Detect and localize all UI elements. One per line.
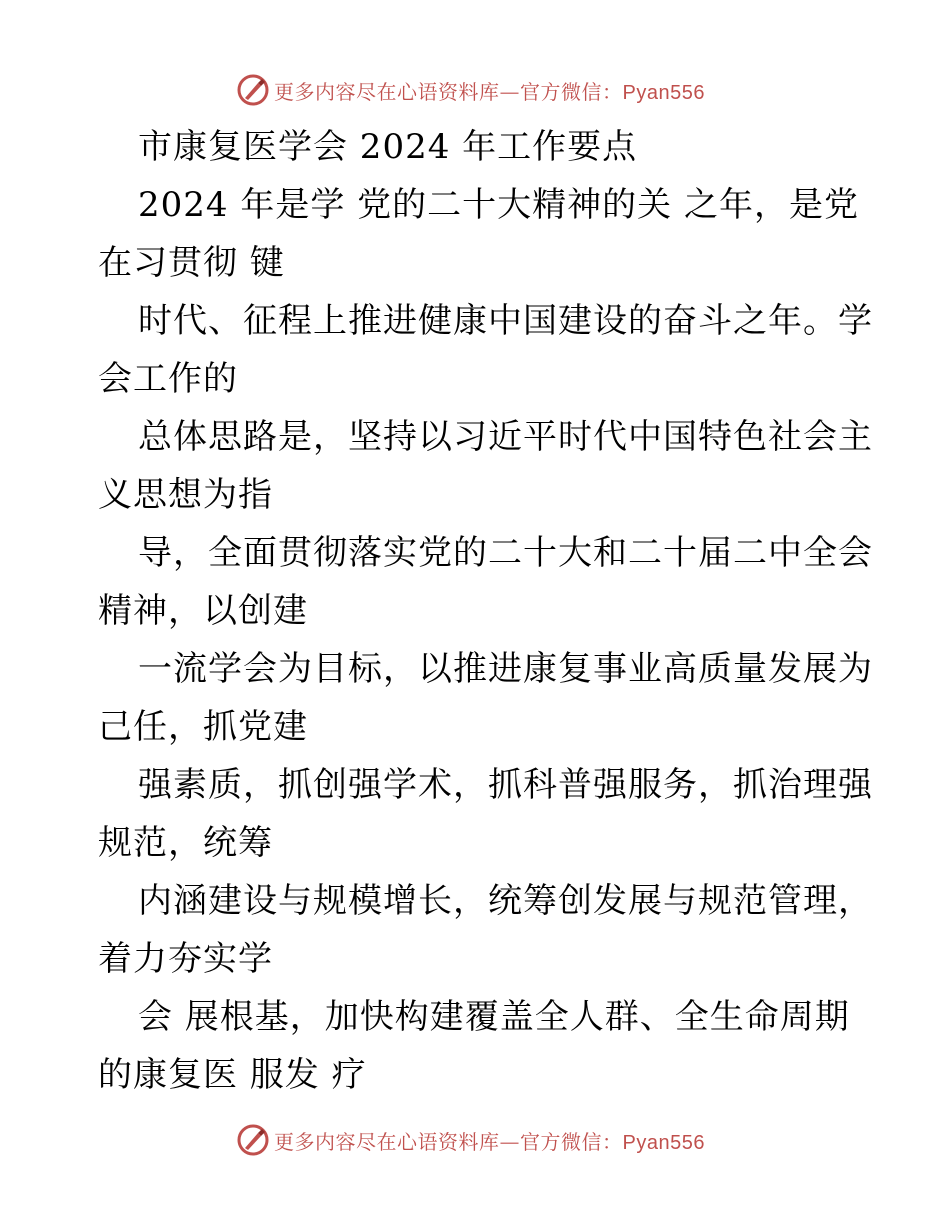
text-line: 内涵建设与规模增长，统筹创发展与规范管理， xyxy=(138,881,873,921)
pen-seal-icon xyxy=(236,73,270,107)
watermark-text: 更多内容尽在心语资料库 xyxy=(274,79,500,104)
watermark-wechat-label: 官方微信： xyxy=(520,1129,623,1154)
text-line: 总体思路是，坚持以习近平时代中国特色社会主 xyxy=(138,417,873,457)
text-line: 强素质，抓创强学术，抓科普强服务，抓治理强 xyxy=(138,765,873,805)
pen-seal-icon xyxy=(236,1123,270,1157)
watermark-wechat-id: Pyan556 xyxy=(622,81,705,104)
text-line: 的康复医 服发 疗 xyxy=(98,1055,367,1095)
document-body xyxy=(98,118,873,1104)
text-line: 时代、征程上推进健康中国建设的奋斗之年。学 xyxy=(138,301,873,341)
watermark-separator: — xyxy=(499,79,520,104)
text-line: 2024 年是学 党的二十大精神的关 之年，是党 xyxy=(138,185,859,225)
watermark-wechat-id: Pyan556 xyxy=(622,1131,705,1154)
text-line: 在习贯彻 键 xyxy=(98,243,285,283)
text-line: 着力夯实学 xyxy=(98,939,273,979)
watermark-wechat-label: 官方微信： xyxy=(520,79,623,104)
text-line: 精神，以创建 xyxy=(98,591,308,631)
text-line: 会工作的 xyxy=(98,359,238,399)
text-line: 己任，抓党建 xyxy=(98,707,308,747)
watermark-text: 更多内容尽在心语资料库 xyxy=(274,1129,500,1154)
text-line: 义思想为指 xyxy=(98,475,273,515)
text-line: 导，全面贯彻落实党的二十大和二十届二中全会 xyxy=(138,533,873,573)
text-line: 一流学会为目标，以推进康复事业高质量发展为 xyxy=(138,649,873,689)
text-line: 会 展根基，加快构建覆盖全人群、全生命周期 xyxy=(138,997,850,1037)
watermark-separator: — xyxy=(499,1129,520,1154)
document-title: 市康复医学会 2024 年工作要点 xyxy=(138,127,638,167)
watermark-header xyxy=(236,72,705,108)
text-line: 规范，统筹 xyxy=(98,823,273,863)
watermark-footer xyxy=(236,1122,705,1158)
